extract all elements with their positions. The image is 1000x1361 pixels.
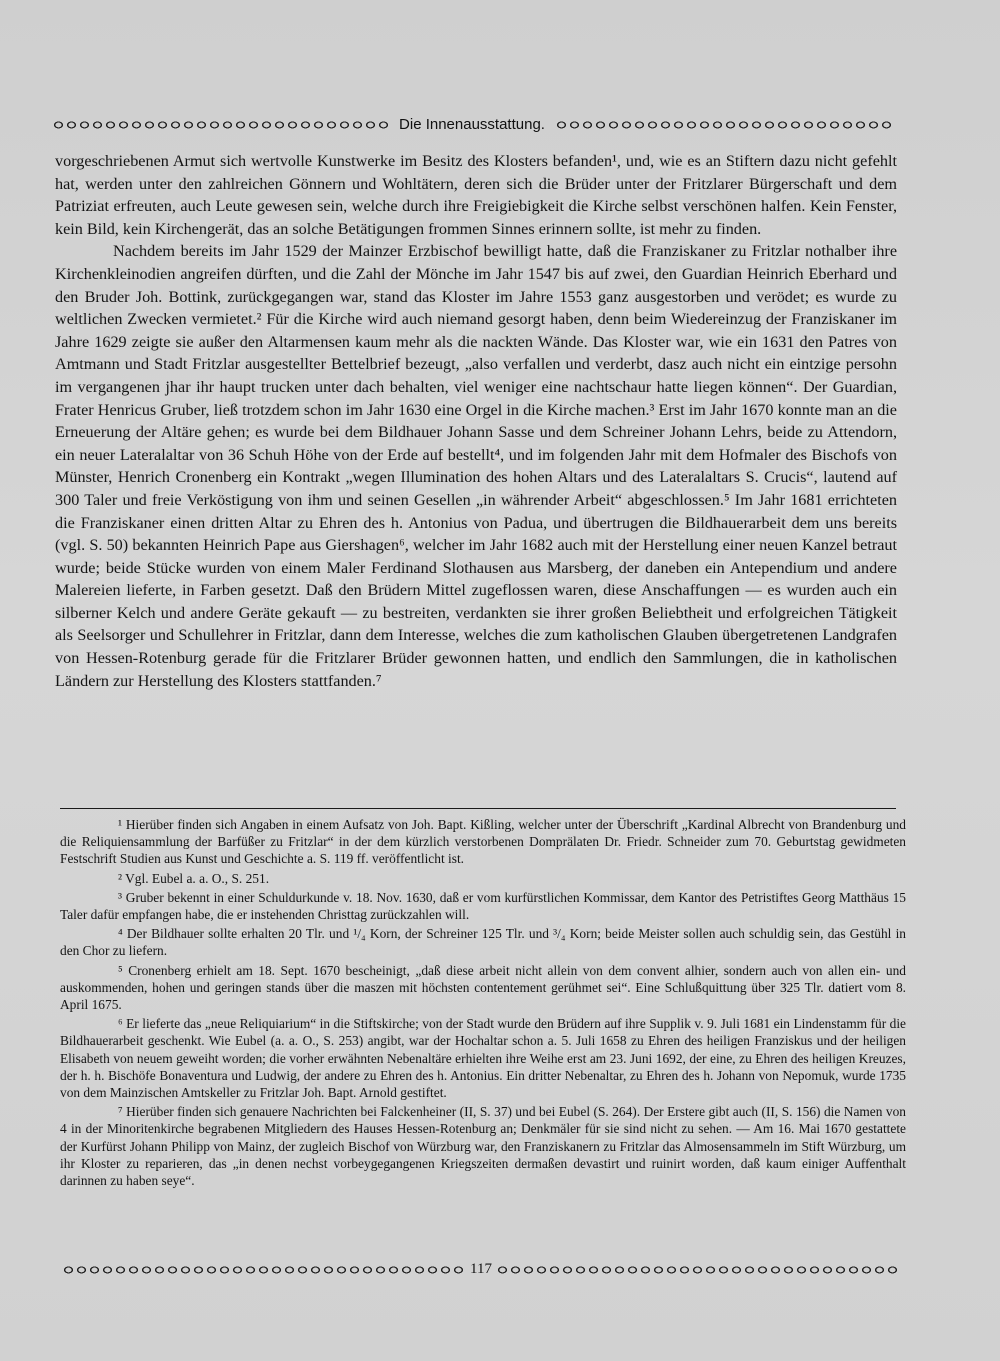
footnote: ⁵ Cronenberg erhielt am 18. Sept. 1670 bescheinigt, „daß diese arbeit nicht allein von dem convent alhier, sondern auch von allen ein- und auskommenden, hohen und geringen stands über die maszen mit höchsten contentement gerühmet sei“. Eine Schlußquittung über 325 Tlr. datiert vom 8. April 1675. <box>60 962 906 1013</box>
footnote: ³ Gruber bekennt in einer Schuldurkunde v. 18. Nov. 1630, daß er vom kurfürstlichen Kommissar, dem Kantor des Petristiftes Georg Matthäus 15 Taler dafür empfangen habe, die er instehenden Christtag zurückzahlen will. <box>60 889 906 923</box>
main-text <box>55 150 897 692</box>
footnotes <box>60 816 906 1189</box>
paragraph: Nachdem bereits im Jahr 1529 der Mainzer Erzbischof bewilligt hatte, daß die Franziskaner zu Fritzlar nothalber ihre Kirchenkleinodien angreifen dürften, und die Zahl der Mönche im Jahr 1547 bis auf zwei, den Guardian Heinrich Eberhard und den Bruder Joh. Bottink, zurückgegangen war, stand das Kloster im Jahre 1553 ganz ausgestorben und verödet; es wurde zu weltlichen Zwecken vermietet.² Für die Kirche wird auch niemand gesorgt haben, denn beim Wiedereinzug der Franziskaner im Jahre 1629 zeigte sie außer den Altarmensen kaum mehr als die nackten Wände. Das Kloster war, wie ein 1631 den Patres von Amtmann und Stadt Fritzlar ausgestellter Bettelbrief bezeugt, „also verfallen und verderbt, dasz auch nicht ein eintzige persohn im vergangenen jhar ihr haupt trucken unter dach behalten, viel weniger eine nachtschaur hatte liegen können“. Der Guardian, Frater Henricus Gruber, ließ trotzdem schon im Jahr 1630 eine Orgel in die Kirche machen.³ Erst im Jahr 1670 konnte man an die Erneuerung der Altäre gehen; es wurde bei dem Bildhauer Johann Sasse und dem Schreiner Johann Lehrs, beide zu Attendorn, ein neuer Lateralaltar von 36 Schuh Höhe von der Erde auf bestellt⁴, und im folgenden Jahr mit dem Hofmaler des Bischofs von Münster, Henrich Cronenberg ein Kontrakt „wegen Illumination des hohen Altars und des Lateralaltars S. Crucis“, lautend auf 300 Taler und freie Verköstigung von ihm und seinen Gesellen „in währender Arbeit“ abgeschlossen.⁵ Im Jahr 1681 errichteten die Franziskaner einen dritten Altar zu Ehren des h. Antonius von Padua, und übertrugen die Bildhauerarbeit dem uns bereits (vgl. S. 50) bekannten Heinrich Pape aus Giershagen⁶, welcher im Jahr 1682 auch mit der Herstellung einer neuen Kanzel betraut wurde; beide Stücke wurden von einem Maler Ferdinand Slothausen aus Marsberg, der daneben ein Antependium und andere Malereien lieferte, in Farben gesetzt. Daß den Brüdern Mittel zugeflossen waren, diese Anschaffungen — es wurden auch ein silberner Kelch und andere Geräte gekauft — zu bestreiten, verdankten sie ihrer großen Beliebtheit und erfolgreichen Tätigkeit als Seelsorger und Schullehrer in Fritzlar, dann dem Interesse, welches die zum katholischen Glauben übergetretenen Landgrafen von Hessen-Rotenburg gerade für die Fritzlarer Brüder gewonnen hatten, und endlich den Sammlungen, die in katholischen Ländern zur Herstellung des Klosters stattfanden.⁷ <box>55 242 897 690</box>
footnote: ⁴ Der Bildhauer sollte erhalten 20 Tlr. und ¹/₄ Korn, der Schreiner 125 Tlr. und ³/₄ Korn; beide Meister sollen auch schuldig sein, das Gestühl in den Chor zu liefern. <box>60 926 906 959</box>
footnote: ¹ Hierüber finden sich Angaben in einem Aufsatz von Joh. Bapt. Kißling, welcher unter der Überschrift „Kardinal Albrecht von Brandenburg und die Reliquiensammlung der Barfüßer zu Fritzlar“ in der dem kürzlich verstorbenen Domprälaten Dr. Friedr. Schneider zum 70. Geburtstag gewidmeten Festschrift Studien aus Kunst und Geschichte a. S. 119 ff. veröffentlicht ist. <box>60 817 906 867</box>
page-footer <box>62 1258 900 1280</box>
footnote-separator <box>60 808 896 809</box>
footer-ornament-right <box>496 1265 900 1274</box>
header-ornament-right <box>555 120 892 129</box>
footnote: ² Vgl. Eubel a. a. O., S. 251. <box>118 870 270 886</box>
footnote: ⁶ Er lieferte das „neue Reliquiarium“ in die Stiftskirche; von der Stadt wurde den Brüdern auf ihre Supplik v. 9. Juli 1681 ein Lindenstamm für die Bildhauerarbeit geschenkt. Wie Eubel (a. a. O., S. 253) angibt, war der Hochaltar schon a. 5. Juli 1658 zu Ehren des heiligen Franziskus und der heiligen Elisabeth von neuem geweiht worden; die vorher erwähnten Nebenaltäre erhielten ihre Weihe erst am 23. Juni 1692, der eine, zu Ehren des heiligen Kreuzes, der h. h. Bischöfe Bonaventura und Ludwig, der andere zu Ehren des h. Antonius. Ein dritter Nebenaltar, zu Ehren des h. Johann von Nepomuk, wurde 1735 von dem Mainzischen Amtskeller zu Fritzlar Joh. Bapt. Arnold gestiftet. <box>60 1016 906 1101</box>
header-ornament-left <box>52 120 389 129</box>
footnote: ⁷ Hierüber finden sich genauere Nachrichten bei Falckenheiner (II, S. 37) und bei Eubel (S. 264). Der Erstere gibt auch (II, S. 156) die Namen von 4 in der Minoritenkirche begrabenen Mitgliedern des Hauses Hessen-Rotenburg an; Denkmäler für sie sind nicht zu sehen. — Am 16. Mai 1670 gestattete der Kurfürst Johann Philipp von Mainz, der zugleich Bischof von Würzburg war, den Franziskanern zu Fritzlar das Almosensammeln im Stift Würzburg, um ihr Kloster zu reparieren, das „in denen nechst vorbeygegangenen Kriegszeiten dermaßen devastirt und ruinirt worden, daß kaum einiger Auffenthalt darinnen zu haben seye“. <box>60 1104 906 1189</box>
running-title: Die Innenausstattung. <box>399 115 545 133</box>
paragraph: vorgeschriebenen Armut sich wertvolle Kunstwerke im Besitz des Klosters befanden¹, und, wie es an Stiftern dazu nicht gefehlt hat, werden unter den zahlreichen Gönnern und Wohltätern, deren sich die Brüder unter der Fritzlarer Bürgerschaft und dem Patriziat erfreuten, auch Leute gewesen sein, welche durch ihre Freigiebigkeit die Kirche selbst verschönen halfen. Kein Fenster, kein Bild, kein Kirchengerät, das an solche Betätigungen frommen Sinnes erinnern sollte, ist mehr zu finden. <box>55 152 897 238</box>
page-number: 117 <box>470 1260 492 1277</box>
running-header <box>52 112 892 136</box>
footer-ornament-left <box>62 1265 466 1274</box>
